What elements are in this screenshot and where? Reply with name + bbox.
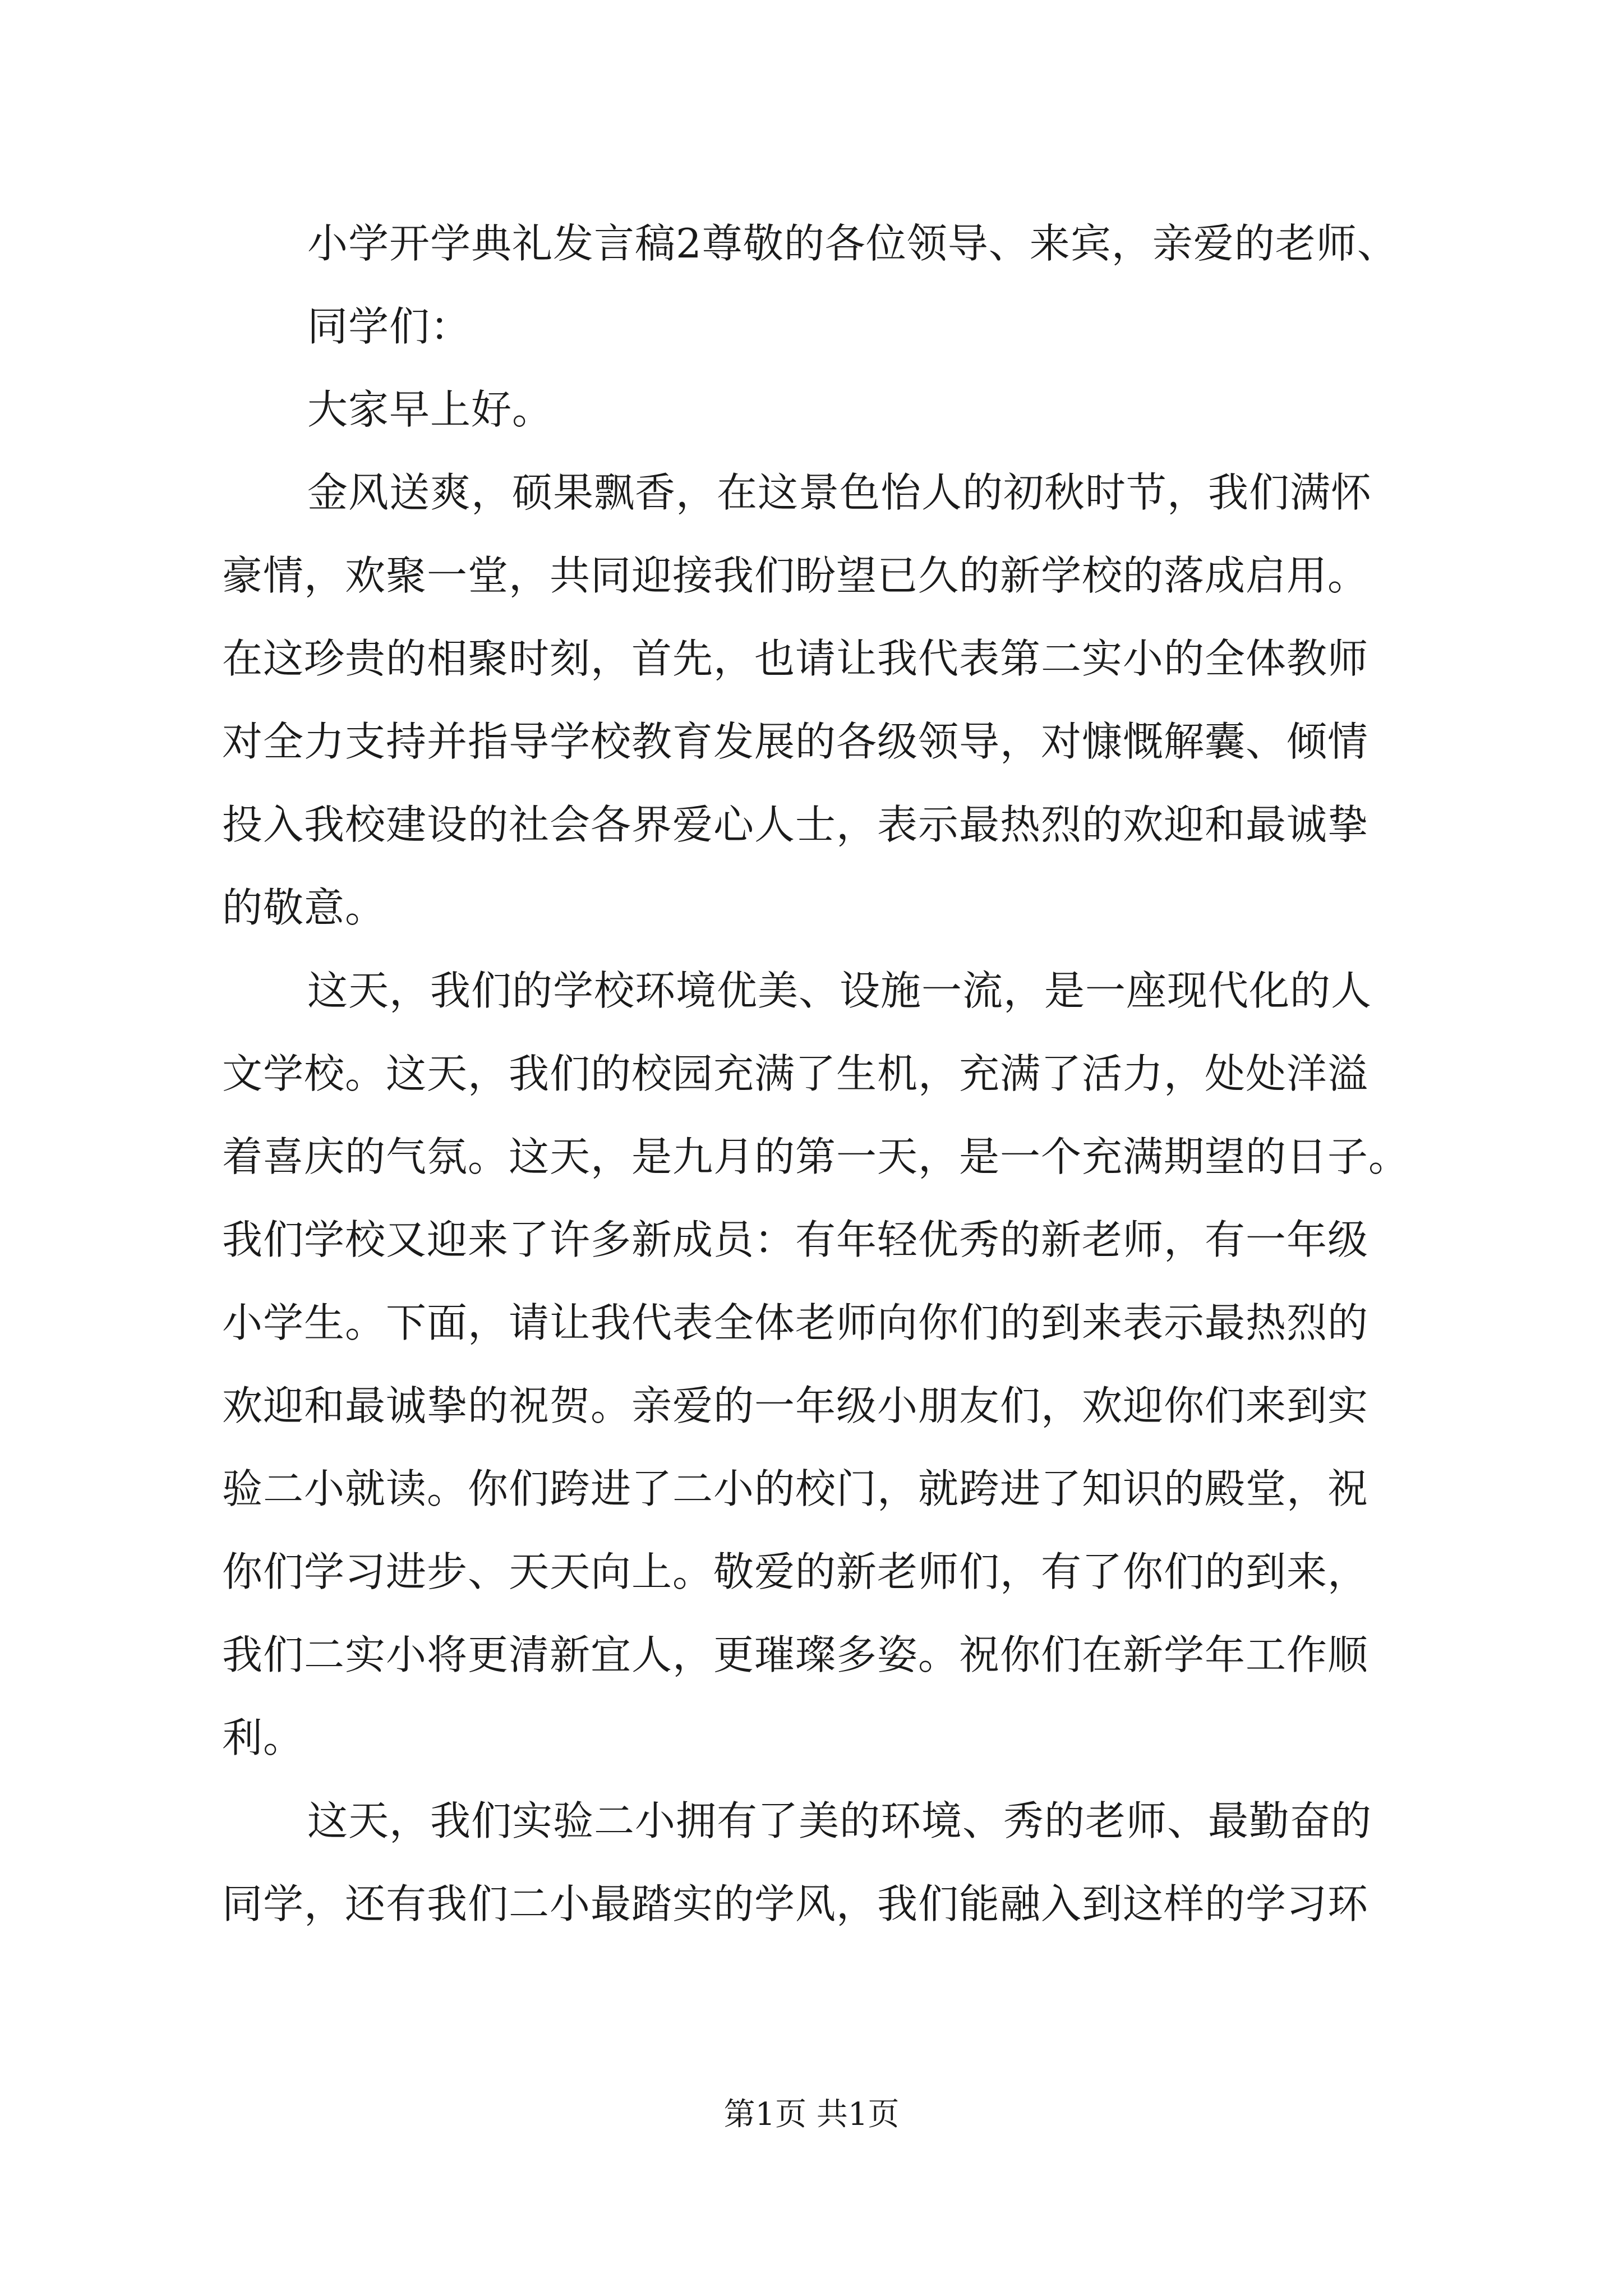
text-line: 的敬意。 (222, 884, 386, 931)
text-line: 同学们： (307, 303, 472, 350)
text-line: 同学，还有我们二小最踏实的学风，我们能融入到这样的学习环 (222, 1880, 1369, 1927)
text-line: 小学开学典礼发言稿2尊敬的各位领导、来宾，亲爱的老师、 (307, 220, 1398, 267)
text-line: 投入我校建设的社会各界爱心人士，表示最热烈的欢迎和最诚挚 (222, 801, 1369, 848)
text-line: 这天，我们的学校环境优美、设施一流，是一座现代化的人 (307, 967, 1372, 1014)
text-line: 小学生。下面，请让我代表全体老师向你们的到来表示最热烈的 (222, 1299, 1369, 1346)
text-line: 你们学习进步、天天向上。敬爱的新老师们，有了你们的到来， (222, 1548, 1369, 1595)
text-line: 对全力支持并指导学校教育发展的各级领导，对慷慨解囊、倾情 (222, 718, 1369, 765)
text-line: 我们学校又迎来了许多新成员：有年轻优秀的新老师，有一年级 (222, 1216, 1369, 1263)
document-body (222, 202, 1422, 1945)
text-line: 金风送爽，硕果飘香，在这景色怡人的初秋时节，我们满怀 (307, 469, 1372, 516)
text-line: 豪情，欢聚一堂，共同迎接我们盼望已久的新学校的落成启用。 (222, 552, 1369, 599)
page-footer: 第1页 共1页 (723, 2096, 900, 2133)
text-line: 在这珍贵的相聚时刻，首先，也请让我代表第二实小的全体教师 (222, 635, 1369, 682)
text-line: 验二小就读。你们跨进了二小的校门，就跨进了知识的殿堂，祝 (222, 1465, 1369, 1512)
text-line: 我们二实小将更清新宜人，更璀璨多姿。祝你们在新学年工作顺 (222, 1631, 1369, 1678)
text-line: 大家早上好。 (307, 386, 554, 433)
text-line: 文学校。这天，我们的校园充满了生机，充满了活力，处处洋溢 (222, 1050, 1369, 1097)
text-line: 欢迎和最诚挚的祝贺。亲爱的一年级小朋友们，欢迎你们来到实 (222, 1382, 1369, 1429)
text-line: 着喜庆的气氛。这天，是九月的第一天，是一个充满期望的日子。 (222, 1133, 1410, 1180)
text-line: 利。 (222, 1714, 305, 1761)
text-line: 这天，我们实验二小拥有了美的环境、秀的老师、最勤奋的 (307, 1797, 1372, 1844)
